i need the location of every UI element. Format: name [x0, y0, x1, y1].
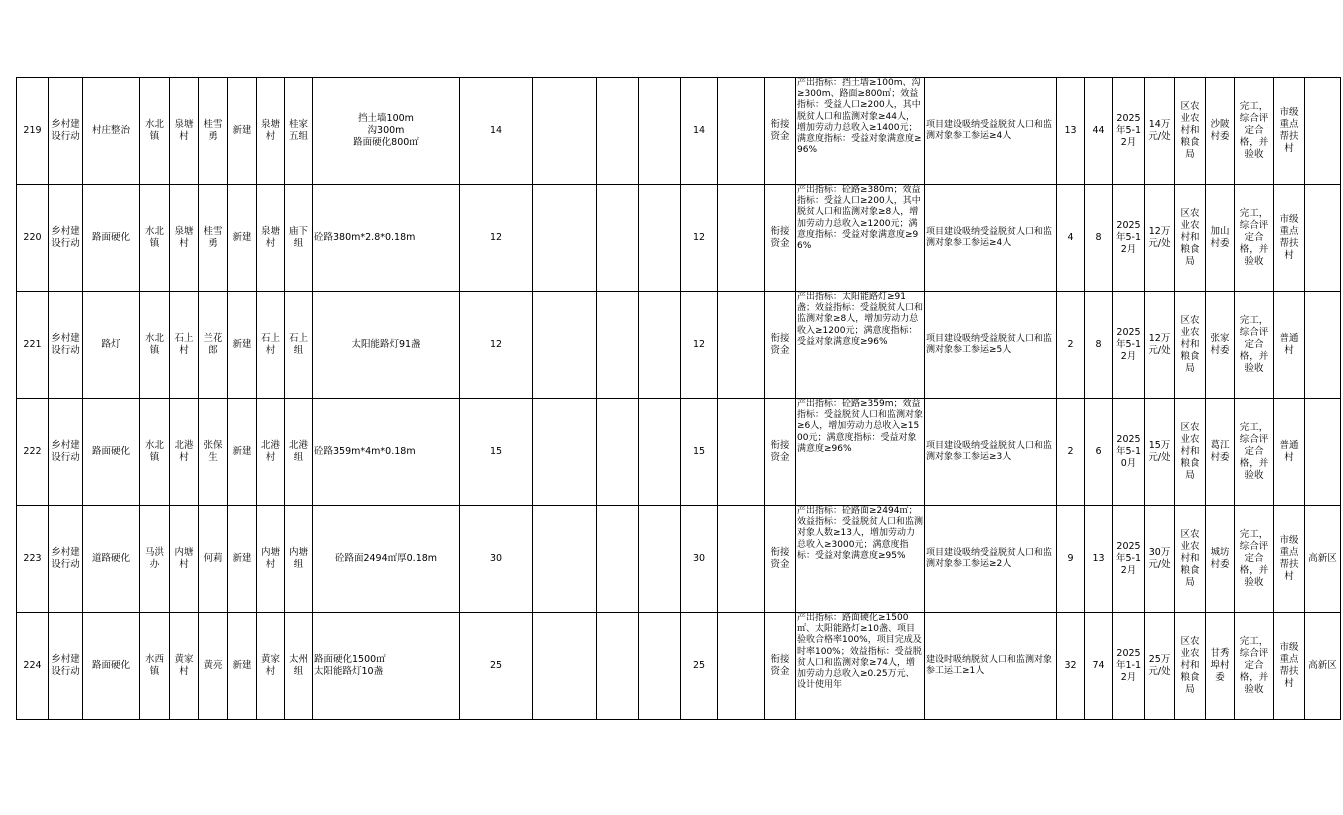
cell-count-1: 32	[1057, 613, 1085, 720]
cell-count-1: 9	[1057, 506, 1085, 613]
cell-col2	[597, 613, 639, 720]
cell-dept: 区农业农村和粮食局	[1175, 185, 1206, 292]
cell-remark	[1305, 78, 1341, 185]
cell-loc-group: 内塘组	[285, 506, 313, 613]
cell-nature: 新建	[228, 78, 257, 185]
cell-loc-group: 石上组	[285, 292, 313, 399]
cell-unit: 沙陂村委	[1206, 78, 1235, 185]
cell-period: 2025年5-12月	[1113, 506, 1145, 613]
cell-acceptance: 完工，综合评定合格，并验收	[1235, 613, 1274, 720]
cell-subsidy: 12万元/处	[1145, 292, 1175, 399]
cell-village-type: 市级重点帮扶村	[1274, 506, 1305, 613]
cell-remark: 高新区	[1305, 506, 1341, 613]
cell-mechanism: 建设时吸纳脱贫人口和监测对象参工运工≥1人	[925, 613, 1057, 720]
cell-nature: 新建	[228, 292, 257, 399]
cell-village: 泉塘村	[170, 185, 199, 292]
cell-indicators: 产出指标：太阳能路灯≥91盏；效益指标：受益脱贫人口和监测对象≥8人，增加劳动力总收入≥1200元；满意度指标：受益对象满意度≥96%	[796, 292, 925, 399]
cell-remark	[1305, 292, 1341, 399]
cell-town: 水北镇	[140, 78, 170, 185]
cell-col3	[639, 292, 681, 399]
cell-remark	[1305, 185, 1341, 292]
cell-no: 223	[17, 506, 49, 613]
cell-village: 石上村	[170, 292, 199, 399]
cell-type: 路面硬化	[83, 613, 140, 720]
cell-loc-village: 内塘村	[257, 506, 285, 613]
cell-town: 水北镇	[140, 292, 170, 399]
cell-fund: 衔接资金	[765, 399, 796, 506]
cell-type: 路灯	[83, 292, 140, 399]
cell-type: 路面硬化	[83, 399, 140, 506]
cell-dept: 区农业农村和粮食局	[1175, 399, 1206, 506]
cell-loc-village: 北港村	[257, 399, 285, 506]
cell-col3	[639, 613, 681, 720]
cell-count-1: 13	[1057, 78, 1085, 185]
cell-count-1: 2	[1057, 292, 1085, 399]
cell-unit: 葛江村委	[1206, 399, 1235, 506]
cell-content: 太阳能路灯91盏	[313, 292, 460, 399]
cell-town: 水北镇	[140, 399, 170, 506]
cell-amount: 25	[681, 613, 718, 720]
cell-dept: 区农业农村和粮食局	[1175, 78, 1206, 185]
cell-loc-village: 泉塘村	[257, 185, 285, 292]
cell-dept: 区农业农村和粮食局	[1175, 613, 1206, 720]
cell-mechanism: 项目建设吸纳受益脱贫人口和监测对象参工参运≥2人	[925, 506, 1057, 613]
cell-content: 砼路359m*4m*0.18m	[313, 399, 460, 506]
cell-village: 黄家村	[170, 613, 199, 720]
cell-mechanism: 项目建设吸纳受益脱贫人口和监测对象参工参运≥5人	[925, 292, 1057, 399]
cell-acceptance: 完工，综合评定合格，并验收	[1235, 185, 1274, 292]
cell-type: 路面硬化	[83, 185, 140, 292]
cell-col5	[718, 506, 765, 613]
cell-col2	[597, 399, 639, 506]
cell-col5	[718, 185, 765, 292]
cell-col3	[639, 399, 681, 506]
cell-fund: 衔接资金	[765, 78, 796, 185]
cell-category: 乡村建设行动	[49, 399, 83, 506]
cell-col5	[718, 78, 765, 185]
cell-col2	[597, 506, 639, 613]
table-body	[17, 78, 1341, 720]
cell-col1	[533, 185, 597, 292]
cell-remark: 高新区	[1305, 613, 1341, 720]
cell-village-type: 普通村	[1274, 292, 1305, 399]
cell-mechanism: 项目建设吸纳受益脱贫人口和监测对象参工参运≥4人	[925, 185, 1057, 292]
cell-fund: 衔接资金	[765, 292, 796, 399]
cell-mechanism: 项目建设吸纳受益脱贫人口和监测对象参工参运≥3人	[925, 399, 1057, 506]
cell-indicators: 产出指标：砼路面≥2494㎡；效益指标：受益脱贫人口和监测对象人数≥13人，增加劳动力总收入≥3000元；满意度指标：受益对象满意度≥95%	[796, 506, 925, 613]
cell-loc-village: 黄家村	[257, 613, 285, 720]
cell-col5	[718, 399, 765, 506]
cell-fund: 衔接资金	[765, 613, 796, 720]
cell-village-type: 市级重点帮扶村	[1274, 78, 1305, 185]
cell-acceptance: 完工，综合评定合格，并验收	[1235, 506, 1274, 613]
cell-unit: 张家村委	[1206, 292, 1235, 399]
cell-acceptance: 完工，综合评定合格，并验收	[1235, 399, 1274, 506]
cell-period: 2025年1-12月	[1113, 613, 1145, 720]
cell-col1	[533, 613, 597, 720]
cell-col3	[639, 506, 681, 613]
cell-subsidy: 12万元/处	[1145, 185, 1175, 292]
cell-content: 路面硬化1500㎡ 太阳能路灯10盏	[313, 613, 460, 720]
cell-count-2: 8	[1085, 185, 1113, 292]
cell-person: 兰花郎	[199, 292, 228, 399]
cell-col1	[533, 399, 597, 506]
cell-category: 乡村建设行动	[49, 292, 83, 399]
cell-no: 221	[17, 292, 49, 399]
cell-fund: 衔接资金	[765, 506, 796, 613]
cell-no: 222	[17, 399, 49, 506]
table-row	[17, 506, 1341, 613]
cell-total: 30	[460, 506, 533, 613]
table-row	[17, 78, 1341, 185]
cell-indicators: 产出指标：砼路≥380m；效益指标：受益人口≥200人，其中脱贫人口和监测对象≥8人，增加劳动力总收入≥1200元；满意度指标：受益对象满意度≥96%	[796, 185, 925, 292]
cell-loc-group: 庙下组	[285, 185, 313, 292]
cell-unit: 加山村委	[1206, 185, 1235, 292]
cell-amount: 12	[681, 292, 718, 399]
cell-category: 乡村建设行动	[49, 506, 83, 613]
cell-col1	[533, 78, 597, 185]
cell-col2	[597, 185, 639, 292]
cell-amount: 15	[681, 399, 718, 506]
cell-total: 15	[460, 399, 533, 506]
cell-content: 砼路380m*2.8*0.18m	[313, 185, 460, 292]
table-row	[17, 399, 1341, 506]
cell-type: 村庄整治	[83, 78, 140, 185]
cell-period: 2025年5-10月	[1113, 399, 1145, 506]
cell-nature: 新建	[228, 506, 257, 613]
cell-acceptance: 完工，综合评定合格，并验收	[1235, 292, 1274, 399]
cell-village: 内塘村	[170, 506, 199, 613]
cell-no: 220	[17, 185, 49, 292]
cell-town: 水北镇	[140, 185, 170, 292]
cell-subsidy: 15万元/处	[1145, 399, 1175, 506]
cell-loc-group: 太州组	[285, 613, 313, 720]
cell-village-type: 普通村	[1274, 399, 1305, 506]
cell-type: 道路硬化	[83, 506, 140, 613]
cell-count-2: 8	[1085, 292, 1113, 399]
cell-indicators: 产出指标：挡土墙≥100m、沟≥300m、路面≥800㎡；效益指标：受益人口≥200人，其中脱贫人口和监测对象≥44人，增加劳动力总收入≥1400元；满意度指标：受益对象满意度≥96%	[796, 78, 925, 185]
cell-indicators: 产出指标：路面硬化≥1500㎡、太阳能路灯≥10盏、项目验收合格率100%，项目完成及时率100%；效益指标：受益脱贫人口和监测对象≥74人，增加劳动力总收入≥0.25万元、设计使用年	[796, 613, 925, 720]
cell-subsidy: 14万元/处	[1145, 78, 1175, 185]
cell-col3	[639, 78, 681, 185]
cell-amount: 30	[681, 506, 718, 613]
cell-col2	[597, 78, 639, 185]
cell-count-2: 13	[1085, 506, 1113, 613]
cell-col1	[533, 292, 597, 399]
cell-content: 砼路面2494㎡厚0.18m	[313, 506, 460, 613]
cell-count-2: 74	[1085, 613, 1113, 720]
cell-col5	[718, 613, 765, 720]
cell-nature: 新建	[228, 613, 257, 720]
table-row	[17, 613, 1341, 720]
cell-fund: 衔接资金	[765, 185, 796, 292]
cell-total: 25	[460, 613, 533, 720]
cell-col1	[533, 506, 597, 613]
cell-count-2: 6	[1085, 399, 1113, 506]
cell-person: 何莉	[199, 506, 228, 613]
cell-nature: 新建	[228, 185, 257, 292]
cell-no: 219	[17, 78, 49, 185]
cell-category: 乡村建设行动	[49, 613, 83, 720]
cell-period: 2025年5-12月	[1113, 292, 1145, 399]
cell-person: 桂雪勇	[199, 185, 228, 292]
cell-category: 乡村建设行动	[49, 185, 83, 292]
table-row	[17, 292, 1341, 399]
cell-town: 马洪办	[140, 506, 170, 613]
cell-person: 桂雪勇	[199, 78, 228, 185]
cell-col2	[597, 292, 639, 399]
cell-unit: 城坊村委	[1206, 506, 1235, 613]
cell-period: 2025年5-12月	[1113, 78, 1145, 185]
cell-mechanism: 项目建设吸纳受益脱贫人口和监测对象参工参运≥4人	[925, 78, 1057, 185]
table-row	[17, 185, 1341, 292]
cell-village: 北港村	[170, 399, 199, 506]
cell-remark	[1305, 399, 1341, 506]
cell-loc-village: 泉塘村	[257, 78, 285, 185]
cell-amount: 14	[681, 78, 718, 185]
cell-count-2: 44	[1085, 78, 1113, 185]
cell-village: 泉塘村	[170, 78, 199, 185]
cell-total: 12	[460, 185, 533, 292]
cell-dept: 区农业农村和粮食局	[1175, 292, 1206, 399]
cell-total: 12	[460, 292, 533, 399]
cell-acceptance: 完工，综合评定合格，并验收	[1235, 78, 1274, 185]
cell-loc-group: 北港组	[285, 399, 313, 506]
cell-count-1: 2	[1057, 399, 1085, 506]
cell-col3	[639, 185, 681, 292]
cell-no: 224	[17, 613, 49, 720]
cell-person: 黄亮	[199, 613, 228, 720]
cell-loc-group: 桂家五组	[285, 78, 313, 185]
cell-nature: 新建	[228, 399, 257, 506]
cell-total: 14	[460, 78, 533, 185]
cell-village-type: 市级重点帮扶村	[1274, 185, 1305, 292]
cell-person: 张保生	[199, 399, 228, 506]
cell-amount: 12	[681, 185, 718, 292]
cell-col5	[718, 292, 765, 399]
cell-indicators: 产出指标：砼路≥359m；效益指标：受益脱贫人口和监测对象≥6人，增加劳动力总收入≥1500元；满意度指标：受益对象满意度≥96%	[796, 399, 925, 506]
cell-loc-village: 石上村	[257, 292, 285, 399]
cell-village-type: 市级重点帮扶村	[1274, 613, 1305, 720]
cell-dept: 区农业农村和粮食局	[1175, 506, 1206, 613]
cell-subsidy: 30万元/处	[1145, 506, 1175, 613]
cell-town: 水西镇	[140, 613, 170, 720]
cell-unit: 甘秀埠村委	[1206, 613, 1235, 720]
project-table	[16, 77, 1341, 720]
cell-period: 2025年5-12月	[1113, 185, 1145, 292]
cell-content: 挡土墙100m 沟300m 路面硬化800㎡	[313, 78, 460, 185]
cell-subsidy: 25万元/处	[1145, 613, 1175, 720]
cell-category: 乡村建设行动	[49, 78, 83, 185]
cell-count-1: 4	[1057, 185, 1085, 292]
